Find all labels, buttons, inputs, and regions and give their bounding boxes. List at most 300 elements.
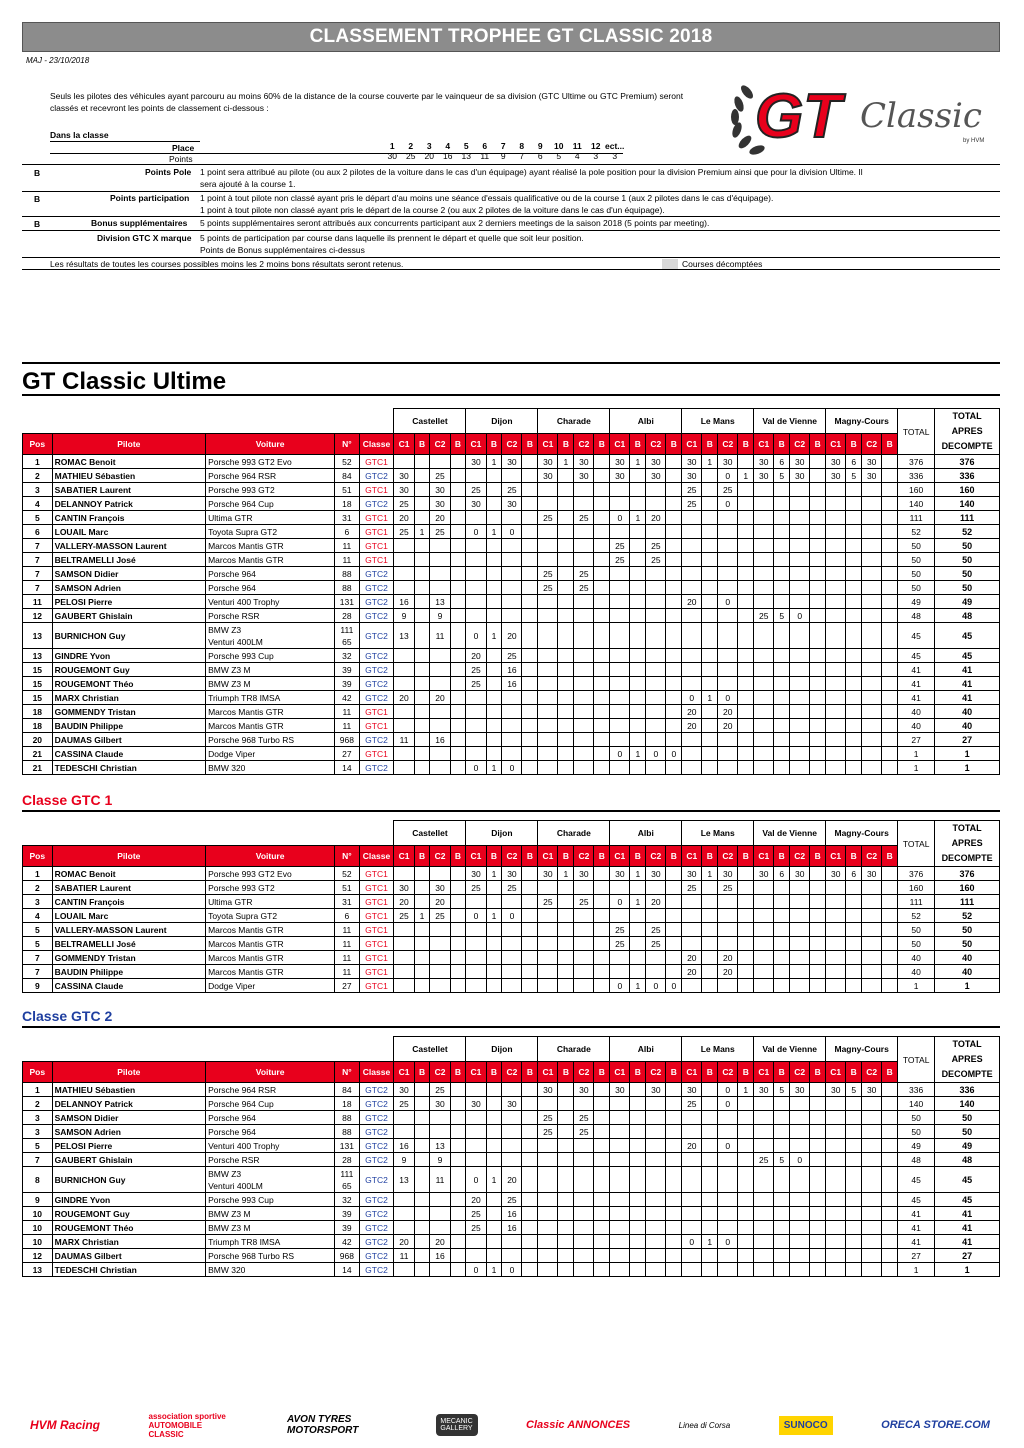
result-cell (538, 691, 558, 705)
result-cell (666, 649, 682, 663)
result-cell (414, 1221, 430, 1235)
voiture-cell: Porsche 964 RSR (206, 1083, 335, 1097)
result-cell (826, 923, 846, 937)
result-cell (738, 937, 754, 951)
result-cell (718, 909, 738, 923)
result-cell (522, 951, 538, 965)
result-cell (522, 1097, 538, 1111)
result-cell (882, 623, 898, 649)
result-cell (810, 677, 826, 691)
result-cell (538, 595, 558, 609)
voiture-cell: BMW Z3 M (206, 1221, 335, 1235)
result-cell: 1 (630, 979, 646, 993)
result-cell (450, 1167, 466, 1193)
num-cell: 6 (335, 525, 359, 539)
result-cell (882, 553, 898, 567)
column-header-classe: Classe (359, 846, 394, 867)
table-row (23, 1193, 1000, 1207)
total-apres-header: TOTAL APRES DECOMPTE (935, 409, 1000, 455)
total-apres-cell: 40 (935, 951, 1000, 965)
result-cell (666, 609, 682, 623)
total-cell: 41 (898, 677, 935, 691)
result-cell (610, 1263, 630, 1277)
result-cell (882, 1207, 898, 1221)
result-cell (630, 539, 646, 553)
classe-cell: GTC1 (359, 747, 394, 761)
pilote-cell: CASSINA Claude (52, 979, 205, 993)
pole-text-1: 1 point sera attribué au pilote (ou aux 2 pilotes de la voiture dans le cas d'un équipage) ayant réalisé la pole position pour la division Premium ainsi que pour la division Ultime. Il (200, 167, 863, 177)
result-cell: 20 (394, 511, 414, 525)
classe-cell: GTC2 (359, 1167, 394, 1193)
result-cell (774, 909, 790, 923)
result-cell: 0 (610, 979, 630, 993)
result-cell (882, 1221, 898, 1235)
result-cell (450, 1249, 466, 1263)
result-cell: 25 (502, 483, 522, 497)
result-cell: 30 (466, 455, 486, 469)
classe-cell: GTC1 (359, 539, 394, 553)
result-cell (826, 1097, 846, 1111)
result-cell (718, 567, 738, 581)
sub-header: C1 (394, 846, 414, 867)
result-cell: 16 (502, 1221, 522, 1235)
result-cell (430, 1207, 450, 1221)
place-cell: 8 (519, 141, 525, 151)
pilote-cell: GINDRE Yvon (52, 649, 205, 663)
result-cell (862, 705, 882, 719)
result-cell (754, 881, 774, 895)
total-cell: 1 (898, 979, 935, 993)
result-cell (862, 609, 882, 623)
num-cell: 28 (335, 1153, 359, 1167)
pilote-cell: SAMSON Adrien (52, 1125, 205, 1139)
result-cell (718, 677, 738, 691)
result-cell (882, 677, 898, 691)
result-cell (430, 937, 450, 951)
result-cell (666, 923, 682, 937)
result-cell (538, 539, 558, 553)
column-header-pos: Pos (23, 1062, 53, 1083)
result-cell (414, 719, 430, 733)
result-cell: 6 (774, 455, 790, 469)
result-cell (862, 497, 882, 511)
result-cell: 20 (466, 1193, 486, 1207)
result-cell (666, 1193, 682, 1207)
result-cell (558, 1249, 574, 1263)
result-cell (790, 553, 810, 567)
result-cell (738, 1207, 754, 1221)
result-cell: 5 (774, 1083, 790, 1097)
result-cell: 30 (862, 455, 882, 469)
result-cell (538, 623, 558, 649)
result-cell (826, 1125, 846, 1139)
result-cell (594, 1167, 610, 1193)
result-cell (558, 1235, 574, 1249)
result-cell (414, 965, 430, 979)
result-cell (594, 923, 610, 937)
pos-cell: 20 (23, 733, 53, 747)
result-cell (394, 965, 414, 979)
classe-cell: GTC2 (359, 567, 394, 581)
sub-header: C1 (682, 846, 702, 867)
result-cell (558, 525, 574, 539)
result-cell (702, 1263, 718, 1277)
table-row (23, 1263, 1000, 1277)
result-cell (882, 965, 898, 979)
pilote-cell: SAMSON Adrien (52, 581, 205, 595)
total-apres-cell: 41 (935, 677, 1000, 691)
result-cell: 11 (430, 1167, 450, 1193)
result-cell: 0 (666, 979, 682, 993)
result-cell (486, 1111, 502, 1125)
result-cell (502, 733, 522, 747)
result-cell (574, 595, 594, 609)
sub-header: B (774, 846, 790, 867)
points-cell: 3 (593, 151, 599, 161)
total-cell: 45 (898, 649, 935, 663)
result-cell (414, 867, 430, 881)
total-apres-cell: 140 (935, 497, 1000, 511)
result-cell (862, 909, 882, 923)
column-header-num: N° (335, 434, 359, 455)
result-cell (450, 1207, 466, 1221)
result-cell (646, 733, 666, 747)
logo-classic: Classic (860, 96, 982, 136)
result-cell (826, 881, 846, 895)
table-row (23, 1235, 1000, 1249)
update-date: MAJ - 23/10/2018 (26, 56, 90, 65)
result-cell (450, 937, 466, 951)
result-cell (754, 663, 774, 677)
result-cell (882, 455, 898, 469)
num-cell: 39 (335, 677, 359, 691)
pos-cell: 7 (23, 567, 53, 581)
result-cell (594, 909, 610, 923)
result-cell (646, 909, 666, 923)
result-cell (486, 937, 502, 951)
section-title-gtc1: Classe GTC 1 (22, 792, 113, 808)
total-apres-cell: 160 (935, 881, 1000, 895)
result-cell (450, 733, 466, 747)
result-cell (486, 1153, 502, 1167)
sub-header: B (486, 846, 502, 867)
sub-header: C2 (430, 1062, 450, 1083)
result-cell (630, 595, 646, 609)
result-cell (738, 1125, 754, 1139)
result-cell (666, 663, 682, 677)
place-label: Place (172, 143, 195, 153)
voiture-cell: Porsche 964 Cup (206, 497, 335, 511)
result-cell: 30 (610, 867, 630, 881)
result-cell (610, 581, 630, 595)
result-cell (826, 1167, 846, 1193)
result-cell (846, 663, 862, 677)
result-cell (610, 761, 630, 775)
voiture-cell: BMW Z3 M (206, 1207, 335, 1221)
result-cell (486, 747, 502, 761)
result-cell (594, 483, 610, 497)
result-cell: 30 (826, 455, 846, 469)
result-cell (810, 1125, 826, 1139)
result-cell (738, 1111, 754, 1125)
sub-header: B (666, 846, 682, 867)
result-cell (466, 691, 486, 705)
sub-header: B (486, 1062, 502, 1083)
voiture-cell: Dodge Viper (206, 979, 335, 993)
result-cell (702, 895, 718, 909)
participation-text-2: 1 point à tout pilote non classé ayant pris le départ de la course 2 (ou aux 2 pilotes de la voiture dans le cas d'un équipage). (200, 205, 665, 215)
pos-cell: 9 (23, 1193, 53, 1207)
result-cell: 0 (718, 1083, 738, 1097)
result-cell (610, 965, 630, 979)
result-cell (862, 1167, 882, 1193)
result-cell (810, 1153, 826, 1167)
result-cell (738, 761, 754, 775)
result-cell (538, 937, 558, 951)
total-apres-cell: 49 (935, 1139, 1000, 1153)
result-cell: 30 (754, 469, 774, 483)
result-cell (630, 1083, 646, 1097)
result-cell (574, 719, 594, 733)
result-cell: 20 (682, 1139, 702, 1153)
result-cell (522, 909, 538, 923)
result-cell (810, 1249, 826, 1263)
result-cell (430, 979, 450, 993)
classe-cell: GTC1 (359, 483, 394, 497)
result-cell: 0 (466, 525, 486, 539)
result-cell (522, 483, 538, 497)
sponsor-linea: Linea di Corsa (678, 1420, 731, 1430)
place-cell: 1 (389, 141, 395, 151)
result-cell (630, 483, 646, 497)
result-cell: 25 (466, 1207, 486, 1221)
result-cell (702, 747, 718, 761)
result-cell (538, 1249, 558, 1263)
result-cell (450, 595, 466, 609)
page-title: CLASSEMENT TROPHEE GT CLASSIC 2018 (309, 26, 713, 47)
result-cell (558, 497, 574, 511)
result-cell (558, 1097, 574, 1111)
table-row (23, 881, 1000, 895)
result-cell (810, 923, 826, 937)
result-cell: 25 (754, 609, 774, 623)
result-cell (790, 567, 810, 581)
num-cell: 11 (335, 965, 359, 979)
total-apres-header: TOTAL APRES DECOMPTE (935, 1037, 1000, 1083)
total-cell: 40 (898, 951, 935, 965)
result-cell (486, 649, 502, 663)
result-cell (414, 497, 430, 511)
result-cell (862, 1097, 882, 1111)
result-cell (882, 511, 898, 525)
result-cell (486, 553, 502, 567)
result-cell: 25 (682, 483, 702, 497)
classe-cell: GTC2 (359, 1139, 394, 1153)
result-cell (630, 497, 646, 511)
result-cell: 25 (610, 923, 630, 937)
result-cell (810, 747, 826, 761)
result-cell (630, 469, 646, 483)
result-cell (522, 1249, 538, 1263)
result-cell: 25 (502, 649, 522, 663)
result-cell (882, 881, 898, 895)
result-cell: 16 (502, 677, 522, 691)
result-cell (574, 677, 594, 691)
result-cell (738, 909, 754, 923)
num-cell: 42 (335, 1235, 359, 1249)
sub-header: C1 (394, 1062, 414, 1083)
result-cell (826, 965, 846, 979)
result-cell (630, 553, 646, 567)
result-cell (754, 649, 774, 663)
result-cell (826, 663, 846, 677)
result-cell (466, 595, 486, 609)
table-row (23, 1221, 1000, 1235)
result-cell (666, 469, 682, 483)
result-cell (486, 1221, 502, 1235)
result-cell (486, 719, 502, 733)
result-cell (430, 567, 450, 581)
result-cell (738, 623, 754, 649)
result-cell (718, 923, 738, 937)
result-cell (774, 951, 790, 965)
result-cell: 20 (718, 705, 738, 719)
result-cell (610, 909, 630, 923)
result-cell: 25 (466, 483, 486, 497)
result-cell (826, 609, 846, 623)
num-cell: 14 (335, 761, 359, 775)
result-cell (558, 1111, 574, 1125)
result-cell (486, 1235, 502, 1249)
result-cell (522, 1139, 538, 1153)
result-cell (846, 979, 862, 993)
result-cell (882, 1167, 898, 1193)
result-cell (666, 525, 682, 539)
result-cell: 0 (790, 1153, 810, 1167)
classe-cell: GTC1 (359, 525, 394, 539)
result-cell (630, 1235, 646, 1249)
result-cell (430, 539, 450, 553)
result-cell (610, 649, 630, 663)
result-cell (594, 1111, 610, 1125)
pilote-cell: ROMAC Benoit (52, 867, 205, 881)
result-cell (718, 581, 738, 595)
result-cell (630, 609, 646, 623)
result-cell: 30 (430, 881, 450, 895)
result-cell (862, 747, 882, 761)
result-cell (882, 895, 898, 909)
total-cell: 27 (898, 733, 935, 747)
result-cell (738, 1221, 754, 1235)
result-cell (610, 1193, 630, 1207)
result-cell (450, 497, 466, 511)
result-cell: 20 (430, 1235, 450, 1249)
result-cell (466, 937, 486, 951)
result-cell: 25 (574, 511, 594, 525)
pilote-cell: LOUAIL Marc (52, 525, 205, 539)
result-cell (790, 979, 810, 993)
result-cell (450, 909, 466, 923)
result-cell (754, 719, 774, 733)
result-cell (754, 1097, 774, 1111)
result-cell: 5 (846, 1083, 862, 1097)
pilote-cell: BURNICHON Guy (52, 623, 205, 649)
result-cell: 30 (754, 455, 774, 469)
voiture-cell: Porsche 993 GT2 (206, 881, 335, 895)
result-cell (810, 525, 826, 539)
gtcx-label: Division GTC X marque (97, 233, 192, 243)
result-cell (414, 1111, 430, 1125)
voiture-cell: Marcos Mantis GTR (206, 937, 335, 951)
pos-cell: 2 (23, 881, 53, 895)
result-cell (774, 663, 790, 677)
result-cell (646, 1263, 666, 1277)
result-cell (790, 581, 810, 595)
result-cell (610, 1221, 630, 1235)
result-cell: 16 (394, 595, 414, 609)
total-cell: 48 (898, 609, 935, 623)
result-cell: 11 (394, 733, 414, 747)
result-cell (702, 567, 718, 581)
place-cell: 4 (445, 141, 451, 151)
result-cell (846, 497, 862, 511)
result-cell (522, 1153, 538, 1167)
result-cell: 25 (718, 881, 738, 895)
result-cell (522, 1167, 538, 1193)
voiture-cell: Ultima GTR (206, 511, 335, 525)
pilote-cell: VALLERY-MASSON Laurent (52, 923, 205, 937)
result-cell: 1 (630, 455, 646, 469)
result-cell (594, 951, 610, 965)
result-cell (630, 1193, 646, 1207)
result-cell: 20 (682, 595, 702, 609)
result-cell (754, 1263, 774, 1277)
result-cell (414, 595, 430, 609)
result-cell (450, 1125, 466, 1139)
result-cell (718, 609, 738, 623)
result-cell (630, 937, 646, 951)
result-cell (630, 1249, 646, 1263)
column-header-voiture: Voiture (206, 434, 335, 455)
result-cell (574, 623, 594, 649)
table-row (23, 539, 1000, 553)
result-cell (702, 595, 718, 609)
result-cell (790, 623, 810, 649)
result-cell (666, 1235, 682, 1249)
result-cell (810, 1235, 826, 1249)
result-cell (682, 539, 702, 553)
result-cell (702, 937, 718, 951)
result-cell (430, 747, 450, 761)
result-cell (450, 609, 466, 623)
event-header: Le Mans (682, 1037, 754, 1062)
result-cell: 30 (646, 469, 666, 483)
result-cell (594, 1235, 610, 1249)
voiture-cell: Porsche 993 Cup (206, 1193, 335, 1207)
result-cell (522, 979, 538, 993)
sub-header: C2 (574, 846, 594, 867)
sub-header: B (414, 846, 430, 867)
result-cell (450, 525, 466, 539)
result-cell (738, 1235, 754, 1249)
result-cell (810, 979, 826, 993)
result-cell (630, 1139, 646, 1153)
result-cell: 25 (574, 1111, 594, 1125)
sub-header: B (414, 1062, 430, 1083)
result-cell (610, 663, 630, 677)
total-apres-cell: 376 (935, 455, 1000, 469)
result-cell: 0 (610, 747, 630, 761)
